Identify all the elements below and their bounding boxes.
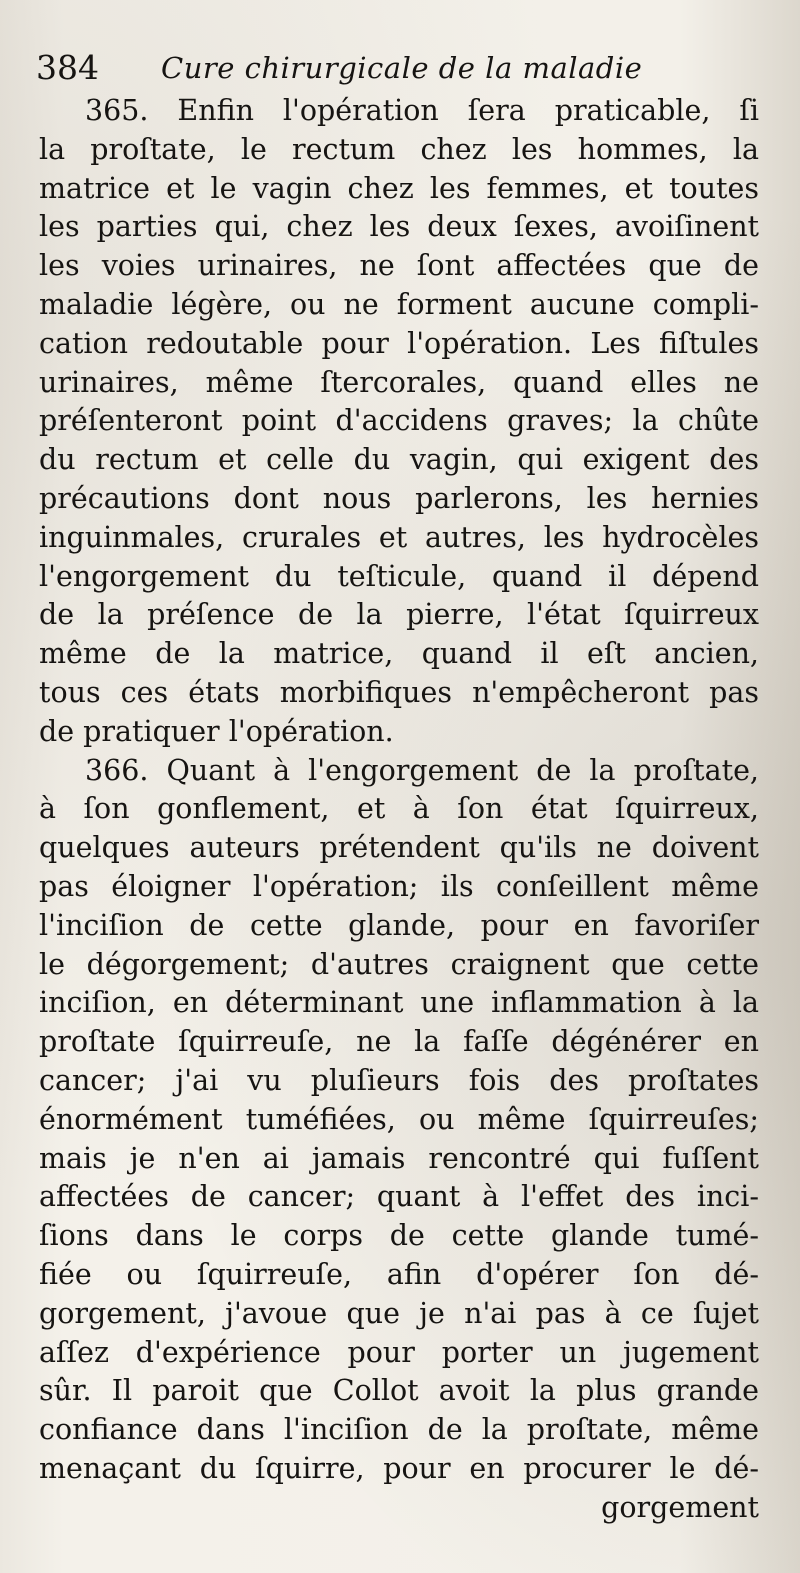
paragraph-366-line: proſtate ſquirreuſe, ne la faſſe dégénérer en bbox=[39, 1025, 759, 1059]
paragraph-366-line: cancer; j'ai vu pluſieurs fois des proſtates bbox=[39, 1063, 759, 1097]
paragraph-366-line: menaçant du ſquirre, pour en procurer le dé- bbox=[39, 1451, 759, 1485]
paragraph-366-line: affectées de cancer; quant à l'effet des inci- bbox=[39, 1180, 759, 1214]
paragraph-366-line: confiance dans l'inciſion de la proſtate, même bbox=[39, 1413, 759, 1447]
paragraph-366-line: énormément tuméfiées, ou même ſquirreuſes; bbox=[39, 1102, 759, 1136]
paragraph-366-line: l'inciſion de cette glande, pour en favoriſer bbox=[39, 908, 759, 942]
paragraph-365-line: préſenteront point d'accidens graves; la chûte bbox=[39, 404, 759, 438]
paragraph-366-line: inciſion, en déterminant une inflammation à la bbox=[39, 986, 759, 1020]
paragraph-365-line: cation redoutable pour l'opération. Les fiſtules bbox=[39, 326, 759, 360]
paragraph-365-line: précautions dont nous parlerons, les hernies bbox=[39, 481, 759, 515]
paragraph-366-line: à ſon gonflement, et à ſon état ſquirreux, bbox=[39, 792, 759, 826]
running-title: Cure chirurgicale de la maladie bbox=[161, 51, 643, 85]
paragraph-365-line: maladie légère, ou ne forment aucune compli- bbox=[39, 287, 759, 321]
paragraph-365-line: de pratiquer l'opération. bbox=[39, 714, 394, 748]
page-number: 384 bbox=[36, 48, 99, 87]
paragraph-365-line: de la préſence de la pierre, l'état ſquirreux bbox=[39, 598, 759, 632]
paragraph-366-line: mais je n'en ai jamais rencontré qui fuſſent bbox=[39, 1141, 759, 1175]
paragraph-365-line: tous ces états morbifiques n'empêcheront pas bbox=[39, 675, 759, 709]
paragraph-366-line: pas éloigner l'opération; ils conſeillent même bbox=[39, 869, 759, 903]
paragraph-365-line: inguinmales, crurales et autres, les hydrocèles bbox=[39, 520, 759, 554]
paragraph-366-line: aſſez d'expérience pour porter un jugement bbox=[39, 1335, 759, 1369]
running-head bbox=[36, 40, 746, 98]
paragraph-365-line: 365. Enfin l'opération ſera praticable, ſi bbox=[85, 94, 759, 127]
paragraph-366-line: ſions dans le corps de cette glande tumé- bbox=[39, 1219, 759, 1253]
paragraph-366-line: fiée ou ſquirreuſe, afin d'opérer ſon dé- bbox=[39, 1257, 759, 1291]
paragraph-365-line: même de la matrice, quand il eſt ancien, bbox=[39, 637, 759, 671]
paragraph-366-line: sûr. Il paroit que Collot avoit la plus grande bbox=[39, 1374, 759, 1408]
paragraph-365-line: l'engorgement du teſticule, quand il dépend bbox=[39, 559, 759, 593]
paragraph-366-line: le dégorgement; d'autres craignent que cette bbox=[39, 947, 759, 981]
body-text bbox=[39, 92, 759, 1527]
paragraph-366-line: quelques auteurs prétendent qu'ils ne doivent bbox=[39, 831, 759, 865]
paragraph-365-line: du rectum et celle du vagin, qui exigent des bbox=[39, 443, 759, 477]
paragraph-365-line: les parties qui, chez les deux ſexes, avoiſinent bbox=[39, 210, 759, 244]
paragraph-365-line: les voies urinaires, ne ſont affectées que de bbox=[39, 249, 759, 283]
paragraph-365-line: la proſtate, le rectum chez les hommes, la bbox=[39, 132, 759, 166]
paragraph-366-line: gorgement, j'avoue que je n'ai pas à ce ſujet bbox=[39, 1296, 759, 1330]
paragraph-365-line: matrice et le vagin chez les femmes, et toutes bbox=[39, 171, 759, 205]
catchword: gorgement bbox=[601, 1490, 759, 1524]
paragraph-366-line: 366. Quant à l'engorgement de la proſtate, bbox=[85, 753, 759, 787]
paragraph-365-line: urinaires, même ſtercorales, quand elles ne bbox=[39, 365, 759, 399]
